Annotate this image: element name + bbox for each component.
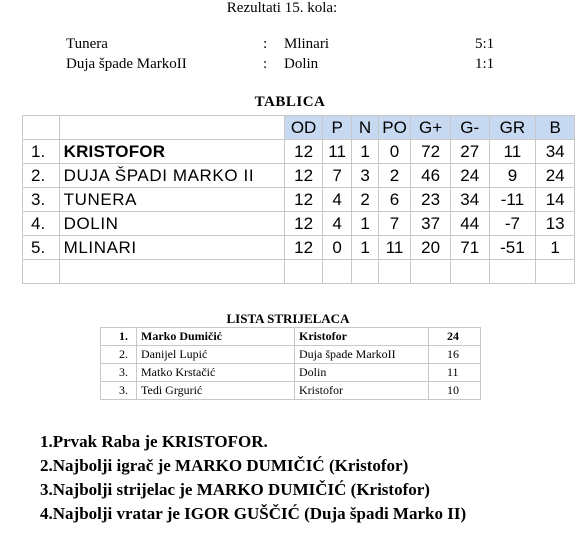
position: 5. <box>23 236 60 260</box>
away-team: Dolin <box>284 56 319 72</box>
goals-against: 44 <box>450 212 489 236</box>
goals-against: 34 <box>450 188 489 212</box>
team-name: KRISTOFOR <box>59 140 285 164</box>
position: 1. <box>23 140 60 164</box>
empty-cell <box>23 116 60 140</box>
points: 13 <box>536 212 575 236</box>
header-draws: N <box>352 116 378 140</box>
draws: 1 <box>352 212 378 236</box>
goal-difference: -51 <box>489 236 536 260</box>
played: 12 <box>285 212 323 236</box>
empty-row <box>23 260 575 284</box>
losses: 2 <box>378 164 411 188</box>
table-row <box>101 382 481 400</box>
points: 1 <box>536 236 575 260</box>
standings-table <box>22 115 575 280</box>
results-title: Rezultati 15. kola: <box>226 0 338 16</box>
scorer-team: Duja špade MarkoII <box>295 346 429 364</box>
table-row <box>101 328 481 346</box>
draws: 3 <box>352 164 378 188</box>
standings-header-row <box>23 116 575 140</box>
goal-difference: -7 <box>489 212 536 236</box>
scorer-goals: 10 <box>429 382 481 400</box>
scorer-team: Kristofor <box>295 382 429 400</box>
away-team: Mlinari <box>284 36 329 52</box>
points: 24 <box>536 164 575 188</box>
award-top-scorer: 3.Najbolji strijelac je MARKO DUMIČIĆ (Kristofor) <box>40 480 430 499</box>
header-losses: PO <box>378 116 411 140</box>
team-name: DOLIN <box>59 212 285 236</box>
award-champion: 1.Prvak Raba je KRISTOFOR. <box>40 432 268 451</box>
table-row <box>23 140 575 164</box>
scorer-rank: 2. <box>101 346 137 364</box>
scorer-rank: 3. <box>101 382 137 400</box>
award-best-goalkeeper: 4.Najbolji vratar je IGOR GUŠČIĆ (Duja špadi Marko II) <box>40 504 467 523</box>
separator: : <box>263 56 268 72</box>
losses: 11 <box>378 236 411 260</box>
goal-difference: 11 <box>489 140 536 164</box>
goals-for: 72 <box>411 140 451 164</box>
scorer-name: Matko Krstačić <box>137 364 295 382</box>
goals-against: 27 <box>450 140 489 164</box>
award-best-player: 2.Najbolji igrač je MARKO DUMIČIĆ (Kristofor) <box>40 456 409 475</box>
separator: : <box>263 36 268 52</box>
scorer-name: Marko Dumičić <box>137 328 295 346</box>
team-name: TUNERA <box>59 188 285 212</box>
empty-cell <box>59 116 285 140</box>
points: 34 <box>536 140 575 164</box>
draws: 1 <box>352 236 378 260</box>
standings-title: TABLICA <box>254 94 326 110</box>
position: 3. <box>23 188 60 212</box>
goals-against: 71 <box>450 236 489 260</box>
wins: 4 <box>322 188 351 212</box>
table-row <box>23 188 575 212</box>
scorer-goals: 11 <box>429 364 481 382</box>
goals-for: 46 <box>411 164 451 188</box>
home-team: Duja špade MarkoII <box>66 56 187 72</box>
position: 4. <box>23 212 60 236</box>
scorer-rank: 1. <box>101 328 137 346</box>
home-team: Tunera <box>66 36 108 52</box>
wins: 7 <box>322 164 351 188</box>
header-points: B <box>536 116 575 140</box>
match-score: 1:1 <box>475 56 495 72</box>
goal-difference: -11 <box>489 188 536 212</box>
table-row <box>23 212 575 236</box>
scorer-name: Danijel Lupić <box>137 346 295 364</box>
losses: 6 <box>378 188 411 212</box>
points: 14 <box>536 188 575 212</box>
played: 12 <box>285 188 323 212</box>
played: 12 <box>285 140 323 164</box>
goals-against: 24 <box>450 164 489 188</box>
team-name: MLINARI <box>59 236 285 260</box>
scorer-goals: 16 <box>429 346 481 364</box>
scorer-rank: 3. <box>101 364 137 382</box>
wins: 0 <box>322 236 351 260</box>
scorer-goals: 24 <box>429 328 481 346</box>
header-goal-difference: GR <box>489 116 536 140</box>
table-row <box>101 364 481 382</box>
match-score: 5:1 <box>475 36 495 52</box>
scorer-team: Kristofor <box>295 328 429 346</box>
losses: 7 <box>378 212 411 236</box>
goals-for: 20 <box>411 236 451 260</box>
table-row <box>23 164 575 188</box>
played: 12 <box>285 164 323 188</box>
scorers-title: LISTA STRIJELACA <box>226 311 350 326</box>
losses: 0 <box>378 140 411 164</box>
header-goals-against: G- <box>450 116 489 140</box>
awards-list <box>40 430 466 526</box>
wins: 4 <box>322 212 351 236</box>
table-row <box>23 236 575 260</box>
goals-for: 37 <box>411 212 451 236</box>
position: 2. <box>23 164 60 188</box>
scorer-team: Dolin <box>295 364 429 382</box>
table-row <box>101 346 481 364</box>
draws: 1 <box>352 140 378 164</box>
header-wins: P <box>322 116 351 140</box>
team-name: DUJA ŠPADI MARKO II <box>59 164 285 188</box>
goals-for: 23 <box>411 188 451 212</box>
header-goals-for: G+ <box>411 116 451 140</box>
wins: 11 <box>322 140 351 164</box>
scorers-table <box>100 327 480 400</box>
goal-difference: 9 <box>489 164 536 188</box>
scorer-name: Tedi Grgurić <box>137 382 295 400</box>
draws: 2 <box>352 188 378 212</box>
played: 12 <box>285 236 323 260</box>
header-played: OD <box>285 116 323 140</box>
